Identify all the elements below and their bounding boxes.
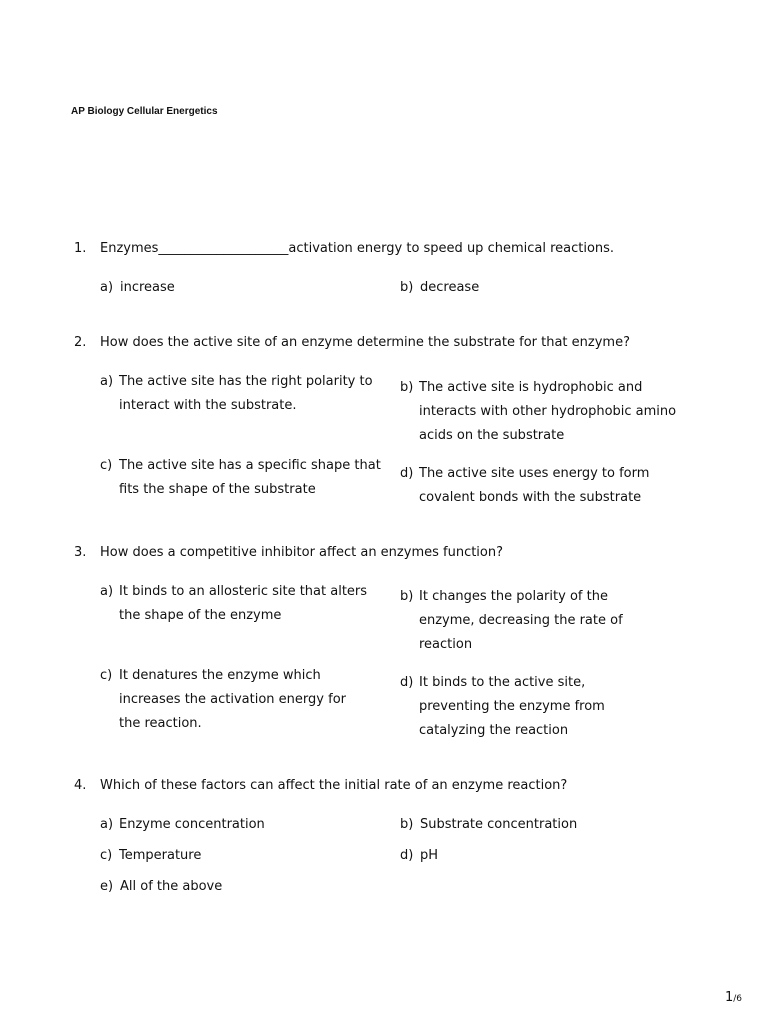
option-3c [100,664,370,736]
option-4d [400,844,700,868]
option-letter: a) [100,817,114,832]
option-text: increase [120,280,175,295]
option-text: Temperature [119,848,202,863]
option-2a [100,370,390,418]
question-3 [74,541,503,565]
question-text: How does the active site of an enzyme determine the substrate for that enzyme? [100,335,630,350]
option-letter: b) [400,589,414,604]
option-text: decrease [420,280,480,295]
question-1 [74,237,614,261]
option-text: All of the above [120,879,223,894]
document-header: AP Biology Cellular Energetics [71,106,218,117]
question-2 [74,331,630,355]
option-letter: b) [400,380,414,395]
option-text: Substrate concentration [420,817,578,832]
option-text: The active site is hydrophobic and interacts with other hydrophobic amino acids on the substrate [419,380,677,443]
option-text: It binds to the active site, preventing the enzyme from catalyzing the reaction [419,675,605,738]
question-text: Which of these factors can affect the initial rate of an enzyme reaction? [100,778,568,793]
option-letter: c) [100,668,113,683]
question-number: 1. [74,241,87,256]
option-letter: a) [100,584,114,599]
option-text: The active site uses energy to form covalent bonds with the substrate [419,466,650,505]
option-letter: b) [400,280,414,295]
question-text: How does a competitive inhibitor affect an enzymes function? [100,545,504,560]
option-letter: d) [400,675,414,690]
option-4c [100,844,390,868]
option-text: The active site has the right polarity to interact with the substrate. [119,374,373,413]
question-number: 4. [74,778,87,793]
option-text: pH [420,848,439,863]
option-letter: d) [400,466,414,481]
option-4a [100,813,390,837]
option-1a [100,276,390,300]
option-letter: a) [100,280,114,295]
option-2d [400,462,690,510]
option-3d [400,671,640,743]
option-3a [100,580,390,628]
option-letter: d) [400,848,414,863]
question-number: 3. [74,545,87,560]
option-letter: a) [100,374,114,389]
option-letter: c) [100,848,113,863]
total-pages: 6 [736,994,742,1004]
option-letter: b) [400,817,414,832]
option-text: The active site has a specific shape that fits the shape of the substrate [119,458,381,497]
current-page: 1 [724,990,734,1005]
option-text: It binds to an allosteric site that alters the shape of the enzyme [119,584,368,623]
option-2b [400,376,700,448]
option-4e [100,875,390,899]
question-number: 2. [74,335,87,350]
option-letter: c) [100,458,113,473]
option-3b [400,585,660,657]
question-4 [74,774,567,798]
option-text: It denatures the enzyme which increases the activation energy for the reaction. [119,668,346,731]
question-text: Enzymes____________________activation energy to speed up chemical reactions. [100,241,615,256]
option-2c [100,454,390,502]
option-4b [400,813,700,837]
page-number: 1/6 [724,990,742,1005]
option-letter: e) [100,879,114,894]
option-text: Enzyme concentration [119,817,265,832]
option-1b [400,276,700,300]
option-text: It changes the polarity of the enzyme, decreasing the rate of reaction [419,589,623,652]
